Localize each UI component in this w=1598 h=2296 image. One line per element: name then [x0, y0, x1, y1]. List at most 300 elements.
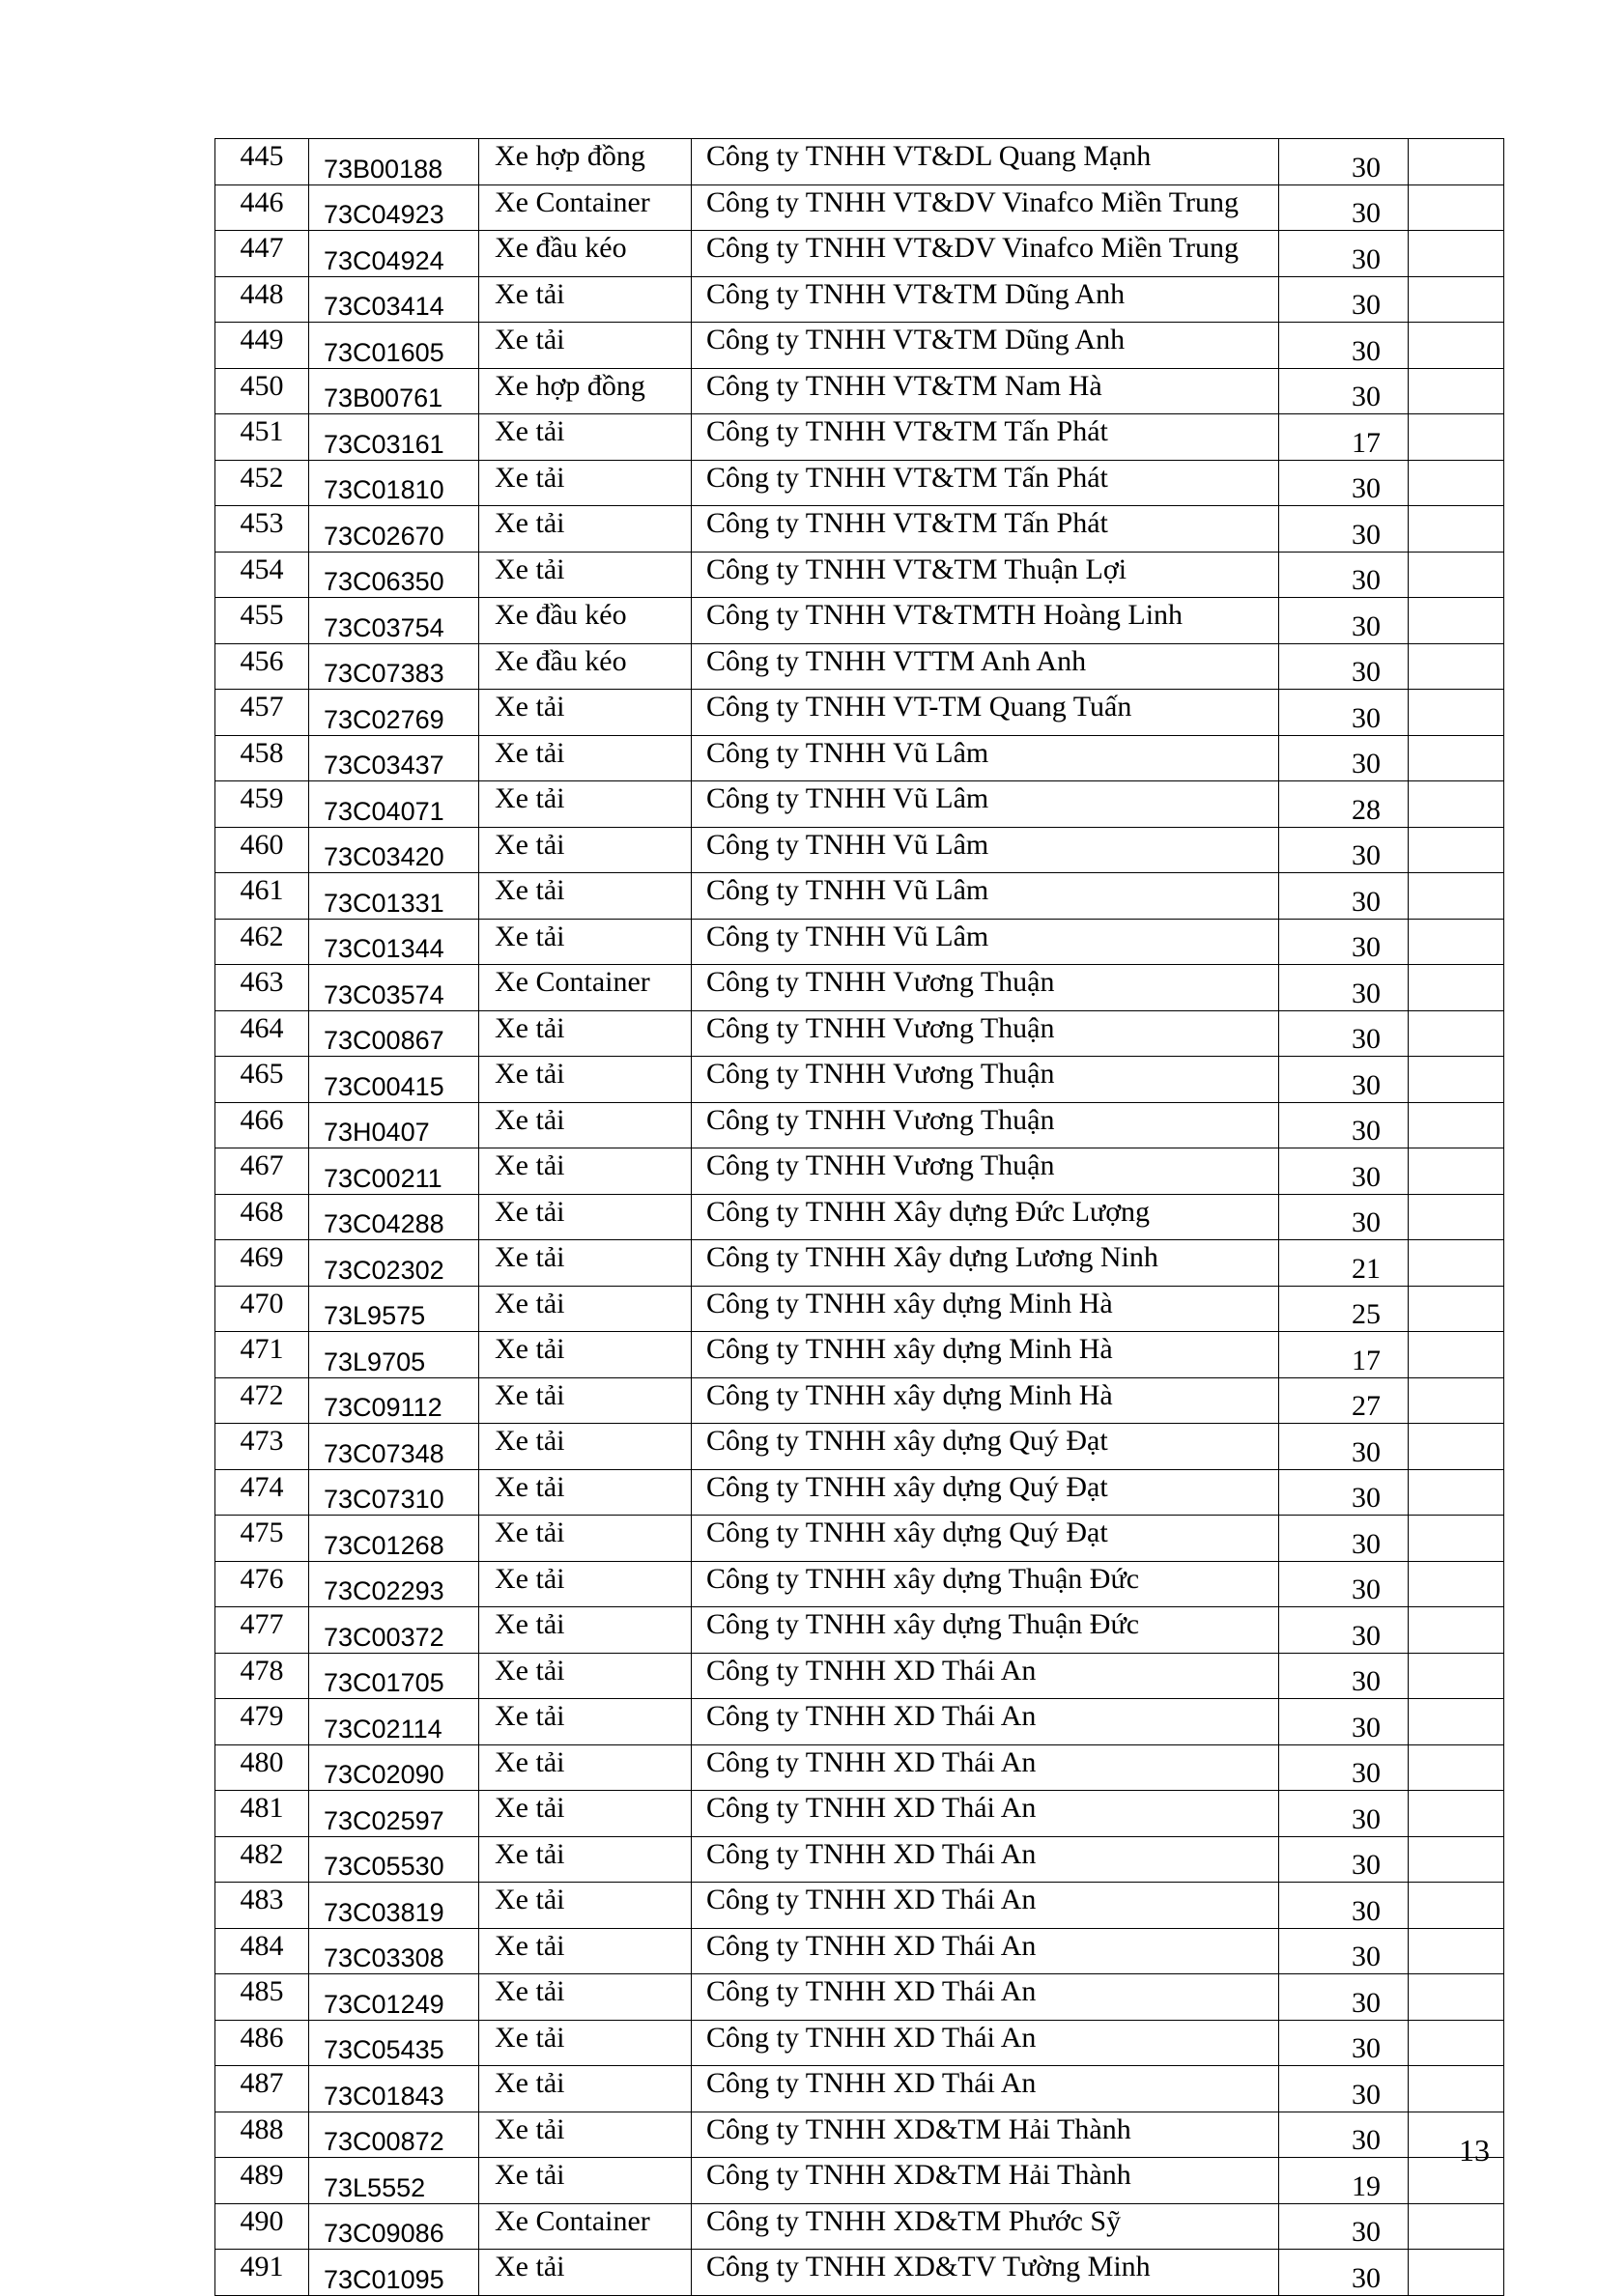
vehicle-type-cell: Xe tải	[479, 414, 692, 461]
table-row	[215, 1240, 1504, 1287]
row-number-cell: 446	[215, 184, 309, 231]
plate-number-cell: 73C02597	[309, 1791, 479, 1837]
table-row	[215, 1699, 1504, 1745]
days-cell: 30	[1279, 735, 1409, 781]
plate-number-cell: 73C00211	[309, 1148, 479, 1195]
table-row	[215, 1148, 1504, 1195]
table-row	[215, 827, 1504, 873]
note-cell	[1409, 1928, 1504, 1974]
company-name-cell: Công ty TNHH Vũ Lâm	[692, 919, 1279, 965]
table-row	[215, 1561, 1504, 1607]
row-number-cell: 476	[215, 1561, 309, 1607]
row-number-cell: 454	[215, 552, 309, 598]
days-cell: 30	[1279, 1607, 1409, 1654]
row-number-cell: 457	[215, 690, 309, 736]
vehicle-type-cell: Xe tải	[479, 1928, 692, 1974]
row-number-cell: 477	[215, 1607, 309, 1654]
plate-number-cell: 73L9705	[309, 1332, 479, 1378]
company-name-cell: Công ty TNHH XD Thái An	[692, 1791, 1279, 1837]
company-name-cell: Công ty TNHH Vương Thuận	[692, 1057, 1279, 1103]
company-name-cell: Công ty TNHH Vương Thuận	[692, 1010, 1279, 1057]
table-row	[215, 1010, 1504, 1057]
table-row	[215, 1607, 1504, 1654]
vehicle-type-cell: Xe tải	[479, 276, 692, 323]
days-cell: 30	[1279, 2020, 1409, 2066]
days-cell: 30	[1279, 1010, 1409, 1057]
row-number-cell: 458	[215, 735, 309, 781]
vehicle-type-cell: Xe tải	[479, 1332, 692, 1378]
note-cell	[1409, 1102, 1504, 1148]
days-cell: 30	[1279, 460, 1409, 506]
row-number-cell: 474	[215, 1469, 309, 1516]
company-name-cell: Công ty TNHH VT&TM Nam Hà	[692, 368, 1279, 414]
table-row	[215, 1286, 1504, 1332]
note-cell	[1409, 231, 1504, 277]
company-name-cell: Công ty TNHH VT-TM Quang Tuấn	[692, 690, 1279, 736]
row-number-cell: 481	[215, 1791, 309, 1837]
row-number-cell: 462	[215, 919, 309, 965]
note-cell	[1409, 2020, 1504, 2066]
row-number-cell: 463	[215, 965, 309, 1011]
plate-number-cell: 73C09086	[309, 2203, 479, 2250]
company-name-cell: Công ty TNHH Vương Thuận	[692, 1148, 1279, 1195]
row-number-cell: 445	[215, 139, 309, 185]
company-name-cell: Công ty TNHH Vũ Lâm	[692, 735, 1279, 781]
table-row	[215, 1974, 1504, 2021]
plate-number-cell: 73C04071	[309, 781, 479, 828]
note-cell	[1409, 1744, 1504, 1791]
company-name-cell: Công ty TNHH XD Thái An	[692, 2020, 1279, 2066]
days-cell: 30	[1279, 2203, 1409, 2250]
plate-number-cell: 73C02302	[309, 1240, 479, 1287]
table-row	[215, 690, 1504, 736]
company-name-cell: Công ty TNHH xây dựng Minh Hà	[692, 1286, 1279, 1332]
note-cell	[1409, 1607, 1504, 1654]
company-name-cell: Công ty TNHH Vương Thuận	[692, 965, 1279, 1011]
days-cell: 30	[1279, 1699, 1409, 1745]
table-row	[215, 323, 1504, 369]
plate-number-cell: 73C06350	[309, 552, 479, 598]
table-row	[215, 2203, 1504, 2250]
note-cell	[1409, 276, 1504, 323]
company-name-cell: Công ty TNHH XD Thái An	[692, 1744, 1279, 1791]
vehicle-type-cell: Xe tải	[479, 873, 692, 920]
days-cell: 30	[1279, 873, 1409, 920]
row-number-cell: 485	[215, 1974, 309, 2021]
days-cell: 30	[1279, 919, 1409, 965]
days-cell: 30	[1279, 1148, 1409, 1195]
days-cell: 30	[1279, 1836, 1409, 1883]
vehicle-type-cell: Xe tải	[479, 2066, 692, 2112]
plate-number-cell: 73C03308	[309, 1928, 479, 1974]
table-row	[215, 873, 1504, 920]
company-name-cell: Công ty TNHH XD&TM Hải Thành	[692, 2158, 1279, 2204]
days-cell: 30	[1279, 1653, 1409, 1699]
row-number-cell: 459	[215, 781, 309, 828]
note-cell	[1409, 460, 1504, 506]
note-cell	[1409, 2203, 1504, 2250]
vehicle-type-cell: Xe tải	[479, 1102, 692, 1148]
company-name-cell: Công ty TNHH VT&TM Tấn Phát	[692, 460, 1279, 506]
company-name-cell: Công ty TNHH VT&TMTH Hoàng Linh	[692, 598, 1279, 644]
table-row	[215, 1057, 1504, 1103]
plate-number-cell: 73C01331	[309, 873, 479, 920]
plate-number-cell: 73C01249	[309, 1974, 479, 2021]
company-name-cell: Công ty TNHH XD Thái An	[692, 1836, 1279, 1883]
note-cell	[1409, 2250, 1504, 2296]
vehicle-type-cell: Xe tải	[479, 690, 692, 736]
table-row	[215, 919, 1504, 965]
company-name-cell: Công ty TNHH VT&TM Dũng Anh	[692, 276, 1279, 323]
row-number-cell: 490	[215, 2203, 309, 2250]
note-cell	[1409, 919, 1504, 965]
note-cell	[1409, 184, 1504, 231]
note-cell	[1409, 2066, 1504, 2112]
note-cell	[1409, 1148, 1504, 1195]
plate-number-cell: 73L9575	[309, 1286, 479, 1332]
table-row	[215, 1377, 1504, 1424]
plate-number-cell: 73C01843	[309, 2066, 479, 2112]
note-cell	[1409, 1836, 1504, 1883]
plate-number-cell: 73C01705	[309, 1653, 479, 1699]
table-row	[215, 506, 1504, 553]
row-number-cell: 468	[215, 1194, 309, 1240]
days-cell: 30	[1279, 184, 1409, 231]
note-cell	[1409, 1791, 1504, 1837]
note-cell	[1409, 965, 1504, 1011]
days-cell: 30	[1279, 1424, 1409, 1470]
plate-number-cell: 73C01268	[309, 1516, 479, 1562]
vehicle-type-cell: Xe tải	[479, 2250, 692, 2296]
plate-number-cell: 73B00188	[309, 139, 479, 185]
row-number-cell: 466	[215, 1102, 309, 1148]
company-name-cell: Công ty TNHH VT&TM Tấn Phát	[692, 414, 1279, 461]
company-name-cell: Công ty TNHH Vương Thuận	[692, 1102, 1279, 1148]
note-cell	[1409, 690, 1504, 736]
plate-number-cell: 73C02293	[309, 1561, 479, 1607]
company-name-cell: Công ty TNHH xây dựng Thuận Đức	[692, 1607, 1279, 1654]
table-row	[215, 1469, 1504, 1516]
company-name-cell: Công ty TNHH XD&TV Tường Minh	[692, 2250, 1279, 2296]
note-cell	[1409, 139, 1504, 185]
note-cell	[1409, 1516, 1504, 1562]
row-number-cell: 449	[215, 323, 309, 369]
vehicle-type-cell: Xe tải	[479, 1607, 692, 1654]
days-cell: 30	[1279, 552, 1409, 598]
company-name-cell: Công ty TNHH XD Thái An	[692, 1928, 1279, 1974]
company-name-cell: Công ty TNHH VT&TM Thuận Lợi	[692, 552, 1279, 598]
table-row	[215, 276, 1504, 323]
row-number-cell: 456	[215, 643, 309, 690]
note-cell	[1409, 1194, 1504, 1240]
plate-number-cell: 73C02670	[309, 506, 479, 553]
vehicle-type-cell: Xe tải	[479, 1791, 692, 1837]
days-cell: 30	[1279, 1928, 1409, 1974]
days-cell: 30	[1279, 1516, 1409, 1562]
company-name-cell: Công ty TNHH Vũ Lâm	[692, 781, 1279, 828]
days-cell: 30	[1279, 690, 1409, 736]
plate-number-cell: 73C01095	[309, 2250, 479, 2296]
days-cell: 30	[1279, 506, 1409, 553]
days-cell: 17	[1279, 1332, 1409, 1378]
vehicle-type-cell: Xe Container	[479, 2203, 692, 2250]
row-number-cell: 452	[215, 460, 309, 506]
company-name-cell: Công ty TNHH XD Thái An	[692, 1699, 1279, 1745]
row-number-cell: 486	[215, 2020, 309, 2066]
days-cell: 30	[1279, 643, 1409, 690]
table-row	[215, 1744, 1504, 1791]
vehicle-type-cell: Xe tải	[479, 1974, 692, 2021]
vehicle-type-cell: Xe tải	[479, 323, 692, 369]
company-name-cell: Công ty TNHH XD Thái An	[692, 2066, 1279, 2112]
table-row	[215, 139, 1504, 185]
vehicle-type-cell: Xe Container	[479, 965, 692, 1011]
plate-number-cell: 73C01344	[309, 919, 479, 965]
vehicle-type-cell: Xe tải	[479, 552, 692, 598]
row-number-cell: 478	[215, 1653, 309, 1699]
company-name-cell: Công ty TNHH xây dựng Quý Đạt	[692, 1516, 1279, 1562]
table-row	[215, 1836, 1504, 1883]
vehicle-type-cell: Xe hợp đồng	[479, 368, 692, 414]
row-number-cell: 465	[215, 1057, 309, 1103]
company-name-cell: Công ty TNHH VT&DV Vinafco Miền Trung	[692, 184, 1279, 231]
company-name-cell: Công ty TNHH xây dựng Quý Đạt	[692, 1424, 1279, 1470]
plate-number-cell: 73C00415	[309, 1057, 479, 1103]
company-name-cell: Công ty TNHH VT&TM Tấn Phát	[692, 506, 1279, 553]
table-row	[215, 1516, 1504, 1562]
days-cell: 30	[1279, 1469, 1409, 1516]
table-row	[215, 1883, 1504, 1929]
note-cell	[1409, 1286, 1504, 1332]
vehicle-type-cell: Xe tải	[479, 2020, 692, 2066]
days-cell: 30	[1279, 231, 1409, 277]
note-cell	[1409, 1469, 1504, 1516]
note-cell	[1409, 643, 1504, 690]
days-cell: 30	[1279, 276, 1409, 323]
plate-number-cell: 73C01810	[309, 460, 479, 506]
note-cell	[1409, 552, 1504, 598]
company-name-cell: Công ty TNHH XD&TM Hải Thành	[692, 2112, 1279, 2158]
vehicle-type-cell: Xe tải	[479, 1883, 692, 1929]
company-name-cell: Công ty TNHH Xây dựng Lương Ninh	[692, 1240, 1279, 1287]
row-number-cell: 472	[215, 1377, 309, 1424]
days-cell: 30	[1279, 1102, 1409, 1148]
vehicle-type-cell: Xe tải	[479, 827, 692, 873]
note-cell	[1409, 873, 1504, 920]
table-row	[215, 643, 1504, 690]
table-row	[215, 965, 1504, 1011]
table-row	[215, 552, 1504, 598]
note-cell	[1409, 1883, 1504, 1929]
company-name-cell: Công ty TNHH Vũ Lâm	[692, 873, 1279, 920]
note-cell	[1409, 735, 1504, 781]
row-number-cell: 488	[215, 2112, 309, 2158]
days-cell: 30	[1279, 1744, 1409, 1791]
days-cell: 25	[1279, 1286, 1409, 1332]
row-number-cell: 461	[215, 873, 309, 920]
company-name-cell: Công ty TNHH xây dựng Minh Hà	[692, 1332, 1279, 1378]
plate-number-cell: 73C00867	[309, 1010, 479, 1057]
row-number-cell: 464	[215, 1010, 309, 1057]
note-cell	[1409, 1699, 1504, 1745]
company-name-cell: Công ty TNHH XD&TM Phước Sỹ	[692, 2203, 1279, 2250]
row-number-cell: 479	[215, 1699, 309, 1745]
company-name-cell: Công ty TNHH xây dựng Quý Đạt	[692, 1469, 1279, 1516]
days-cell: 30	[1279, 965, 1409, 1011]
table-row	[215, 735, 1504, 781]
plate-number-cell: 73C02769	[309, 690, 479, 736]
table-row	[215, 1424, 1504, 1470]
plate-number-cell: 73C00872	[309, 2112, 479, 2158]
vehicle-table-body	[215, 139, 1504, 2296]
days-cell: 19	[1279, 2158, 1409, 2204]
page-number: 13	[1459, 2133, 1490, 2168]
row-number-cell: 487	[215, 2066, 309, 2112]
company-name-cell: Công ty TNHH xây dựng Thuận Đức	[692, 1561, 1279, 1607]
company-name-cell: Công ty TNHH VT&DV Vinafco Miền Trung	[692, 231, 1279, 277]
table-row	[215, 231, 1504, 277]
table-row	[215, 598, 1504, 644]
note-cell	[1409, 1332, 1504, 1378]
row-number-cell: 451	[215, 414, 309, 461]
plate-number-cell: 73C03161	[309, 414, 479, 461]
table-row	[215, 2066, 1504, 2112]
table-row	[215, 2158, 1504, 2204]
row-number-cell: 453	[215, 506, 309, 553]
note-cell	[1409, 414, 1504, 461]
vehicle-type-cell: Xe tải	[479, 1286, 692, 1332]
table-row	[215, 184, 1504, 231]
note-cell	[1409, 1240, 1504, 1287]
company-name-cell: Công ty TNHH XD Thái An	[692, 1883, 1279, 1929]
table-row	[215, 2112, 1504, 2158]
vehicle-type-cell: Xe tải	[479, 1699, 692, 1745]
vehicle-table	[214, 138, 1504, 2296]
vehicle-type-cell: Xe tải	[479, 1561, 692, 1607]
plate-number-cell: 73C05435	[309, 2020, 479, 2066]
days-cell: 30	[1279, 827, 1409, 873]
note-cell	[1409, 1424, 1504, 1470]
plate-number-cell: 73C07348	[309, 1424, 479, 1470]
note-cell	[1409, 1653, 1504, 1699]
days-cell: 30	[1279, 139, 1409, 185]
vehicle-type-cell: Xe tải	[479, 1240, 692, 1287]
note-cell	[1409, 1561, 1504, 1607]
note-cell	[1409, 1974, 1504, 2021]
company-name-cell: Công ty TNHH Vũ Lâm	[692, 827, 1279, 873]
vehicle-type-cell: Xe đầu kéo	[479, 598, 692, 644]
days-cell: 21	[1279, 1240, 1409, 1287]
plate-number-cell: 73C03414	[309, 276, 479, 323]
note-cell	[1409, 368, 1504, 414]
row-number-cell: 482	[215, 1836, 309, 1883]
note-cell	[1409, 506, 1504, 553]
company-name-cell: Công ty TNHH xây dựng Minh Hà	[692, 1377, 1279, 1424]
vehicle-type-cell: Xe tải	[479, 1653, 692, 1699]
note-cell	[1409, 598, 1504, 644]
vehicle-table-container	[214, 138, 1503, 2296]
plate-number-cell: 73C02090	[309, 1744, 479, 1791]
row-number-cell: 467	[215, 1148, 309, 1195]
row-number-cell: 470	[215, 1286, 309, 1332]
plate-number-cell: 73C01605	[309, 323, 479, 369]
row-number-cell: 450	[215, 368, 309, 414]
row-number-cell: 447	[215, 231, 309, 277]
vehicle-type-cell: Xe tải	[479, 1194, 692, 1240]
days-cell: 30	[1279, 1974, 1409, 2021]
company-name-cell: Công ty TNHH XD Thái An	[692, 1974, 1279, 2021]
plate-number-cell: 73C03420	[309, 827, 479, 873]
vehicle-type-cell: Xe tải	[479, 1424, 692, 1470]
company-name-cell: Công ty TNHH VTTM Anh Anh	[692, 643, 1279, 690]
note-cell	[1409, 781, 1504, 828]
row-number-cell: 471	[215, 1332, 309, 1378]
row-number-cell: 455	[215, 598, 309, 644]
table-row	[215, 2250, 1504, 2296]
plate-number-cell: 73C03574	[309, 965, 479, 1011]
company-name-cell: Công ty TNHH VT&DL Quang Mạnh	[692, 139, 1279, 185]
row-number-cell: 473	[215, 1424, 309, 1470]
table-row	[215, 1653, 1504, 1699]
plate-number-cell: 73C03819	[309, 1883, 479, 1929]
days-cell: 30	[1279, 368, 1409, 414]
plate-number-cell: 73C03754	[309, 598, 479, 644]
plate-number-cell: 73B00761	[309, 368, 479, 414]
days-cell: 27	[1279, 1377, 1409, 1424]
row-number-cell: 460	[215, 827, 309, 873]
vehicle-type-cell: Xe tải	[479, 2112, 692, 2158]
days-cell: 30	[1279, 1883, 1409, 1929]
days-cell: 30	[1279, 2066, 1409, 2112]
days-cell: 30	[1279, 323, 1409, 369]
days-cell: 30	[1279, 2112, 1409, 2158]
row-number-cell: 475	[215, 1516, 309, 1562]
table-row	[215, 1102, 1504, 1148]
table-row	[215, 781, 1504, 828]
row-number-cell: 480	[215, 1744, 309, 1791]
row-number-cell: 489	[215, 2158, 309, 2204]
table-row	[215, 368, 1504, 414]
vehicle-type-cell: Xe tải	[479, 781, 692, 828]
vehicle-type-cell: Xe tải	[479, 506, 692, 553]
row-number-cell: 483	[215, 1883, 309, 1929]
days-cell: 17	[1279, 414, 1409, 461]
plate-number-cell: 73C04923	[309, 184, 479, 231]
note-cell	[1409, 1057, 1504, 1103]
plate-number-cell: 73C07310	[309, 1469, 479, 1516]
days-cell: 30	[1279, 1057, 1409, 1103]
plate-number-cell: 73C04288	[309, 1194, 479, 1240]
vehicle-type-cell: Xe tải	[479, 1744, 692, 1791]
vehicle-type-cell: Xe tải	[479, 2158, 692, 2204]
note-cell	[1409, 323, 1504, 369]
plate-number-cell: 73C05530	[309, 1836, 479, 1883]
vehicle-type-cell: Xe tải	[479, 1148, 692, 1195]
row-number-cell: 448	[215, 276, 309, 323]
vehicle-type-cell: Xe tải	[479, 735, 692, 781]
vehicle-type-cell: Xe hợp đồng	[479, 139, 692, 185]
table-row	[215, 1194, 1504, 1240]
table-row	[215, 1928, 1504, 1974]
plate-number-cell: 73C07383	[309, 643, 479, 690]
days-cell: 30	[1279, 598, 1409, 644]
vehicle-type-cell: Xe đầu kéo	[479, 231, 692, 277]
days-cell: 30	[1279, 2250, 1409, 2296]
note-cell	[1409, 1377, 1504, 1424]
note-cell	[1409, 827, 1504, 873]
vehicle-type-cell: Xe tải	[479, 460, 692, 506]
days-cell: 30	[1279, 1194, 1409, 1240]
